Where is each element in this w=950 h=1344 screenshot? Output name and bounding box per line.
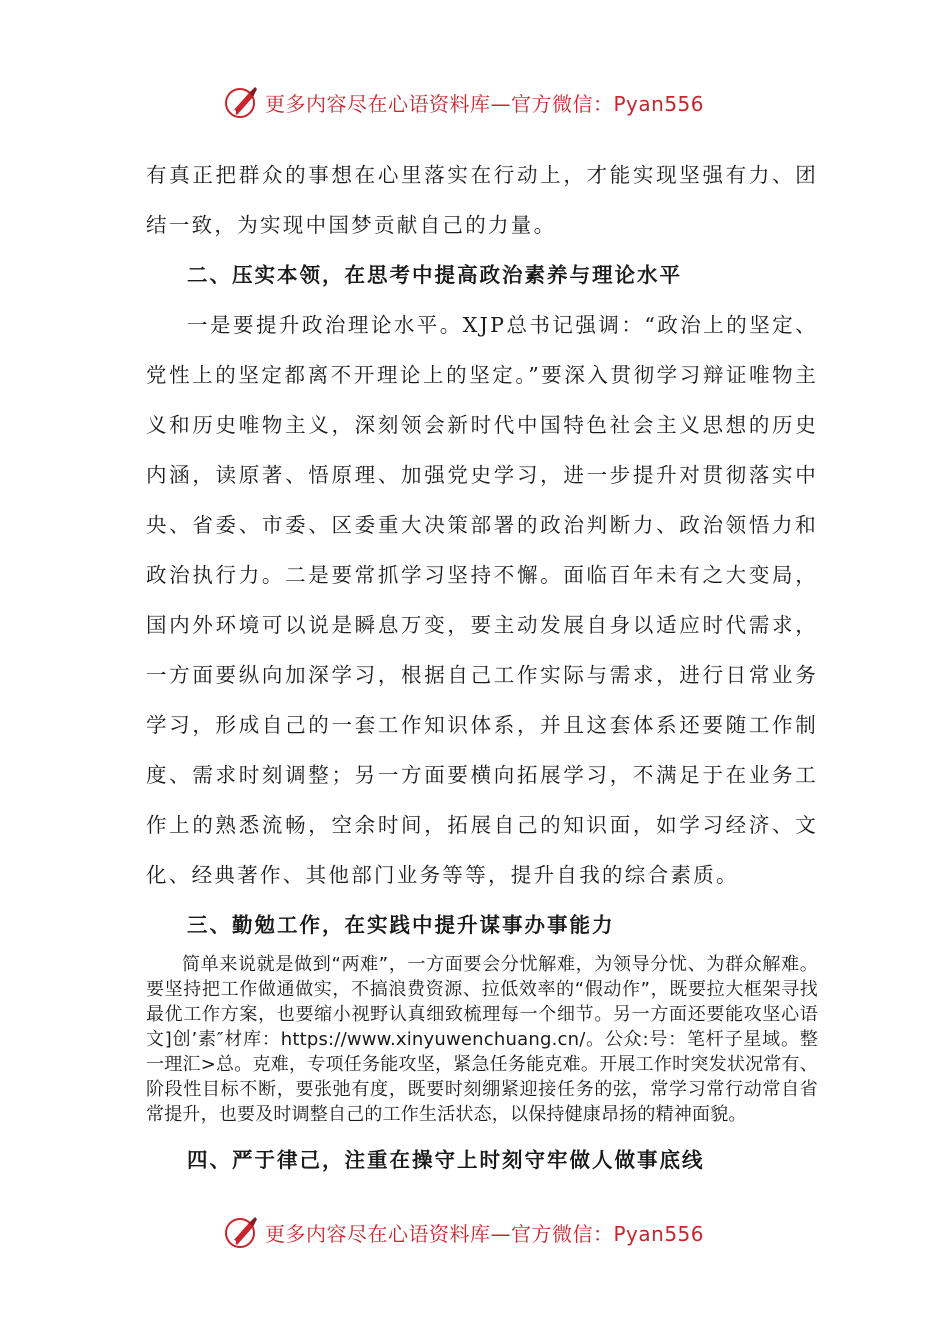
section-heading-2: 二、压实本领，在思考中提高政治素养与理论水平 [187, 263, 682, 287]
pen-logo-icon [224, 1214, 260, 1250]
paragraph-section-2: 一是要提升政治理论水平。XJP总书记强调：“政治上的坚定、党性上的坚定都离不开理论上的坚定。”要深入贯彻学习辩证唯物主义和历史唯物主义，深刻领会新时代中国特色社会主义思想的历史内涵，读原著、悟原理、加强党史学习，进一步提升对贯彻落实中央、省委、市委、区委重大决策部署的政治判断力、政治领悟力和政治执行力。二是要常抓学习坚持不懈。面临百年未有之大变局，国内外环境可以说是瞬息万变，要主动发展自身以适应时代需求，一方面要纵向加深学习，根据自己工作实际与需求，进行日常业务学习，形成自己的一套工作知识体系，并且这套体系还要随工作制度、需求时刻调整；另一方面要横向拓展学习，不满足于在业务工作上的熟悉流畅，空余时间，拓展自己的知识面，如学习经济、文化、经典著作、其他部门业务等等，提升自我的综合素质。 [146, 313, 818, 887]
paragraph-section-3: 简单来说就是做到“两难”，一方面要会分忧解难，为领导分忧、为群众解难。要坚持把工作做通做实，不搞浪费资源、拉低效率的“假动作”，既要拉大框架寻找最优工作方案，也要缩小视野认真细致梳理每一个细节。另一方面还要能攻坚心语文]创’素″材库：https://www.xinyuwenchuang.cn/。公众:号：笔杆子星域。整一理汇>总。克难，专项任务能攻坚，紧急任务能克难。开展工作时突发状况常有、阶段性目标不断，要张弛有度，既要时刻绷紧迎接任务的弦，常学习常行动常自省常提升，也要及时调整自己的工作生活状态，以保持健康昂扬的精神面貌。 [146, 954, 818, 1125]
section-heading-3: 三、勤勉工作，在实践中提升谋事办事能力 [187, 913, 615, 937]
pen-logo-icon [224, 84, 260, 120]
banner-text: 更多内容尽在心语资料库—官方微信：Pyan556 [265, 92, 705, 116]
document-body [146, 150, 818, 1185]
header-watermark-banner [0, 82, 950, 122]
section-heading-4: 四、严于律己，注重在操守上时刻守牢做人做事底线 [187, 1148, 705, 1172]
paragraph-continuation: 有真正把群众的事想在心里落实在行动上，才能实现坚强有力、团结一致，为实现中国梦贡献自己的力量。 [146, 163, 818, 237]
footer-watermark-banner [0, 1212, 950, 1252]
banner-text: 更多内容尽在心语资料库—官方微信：Pyan556 [265, 1222, 705, 1246]
